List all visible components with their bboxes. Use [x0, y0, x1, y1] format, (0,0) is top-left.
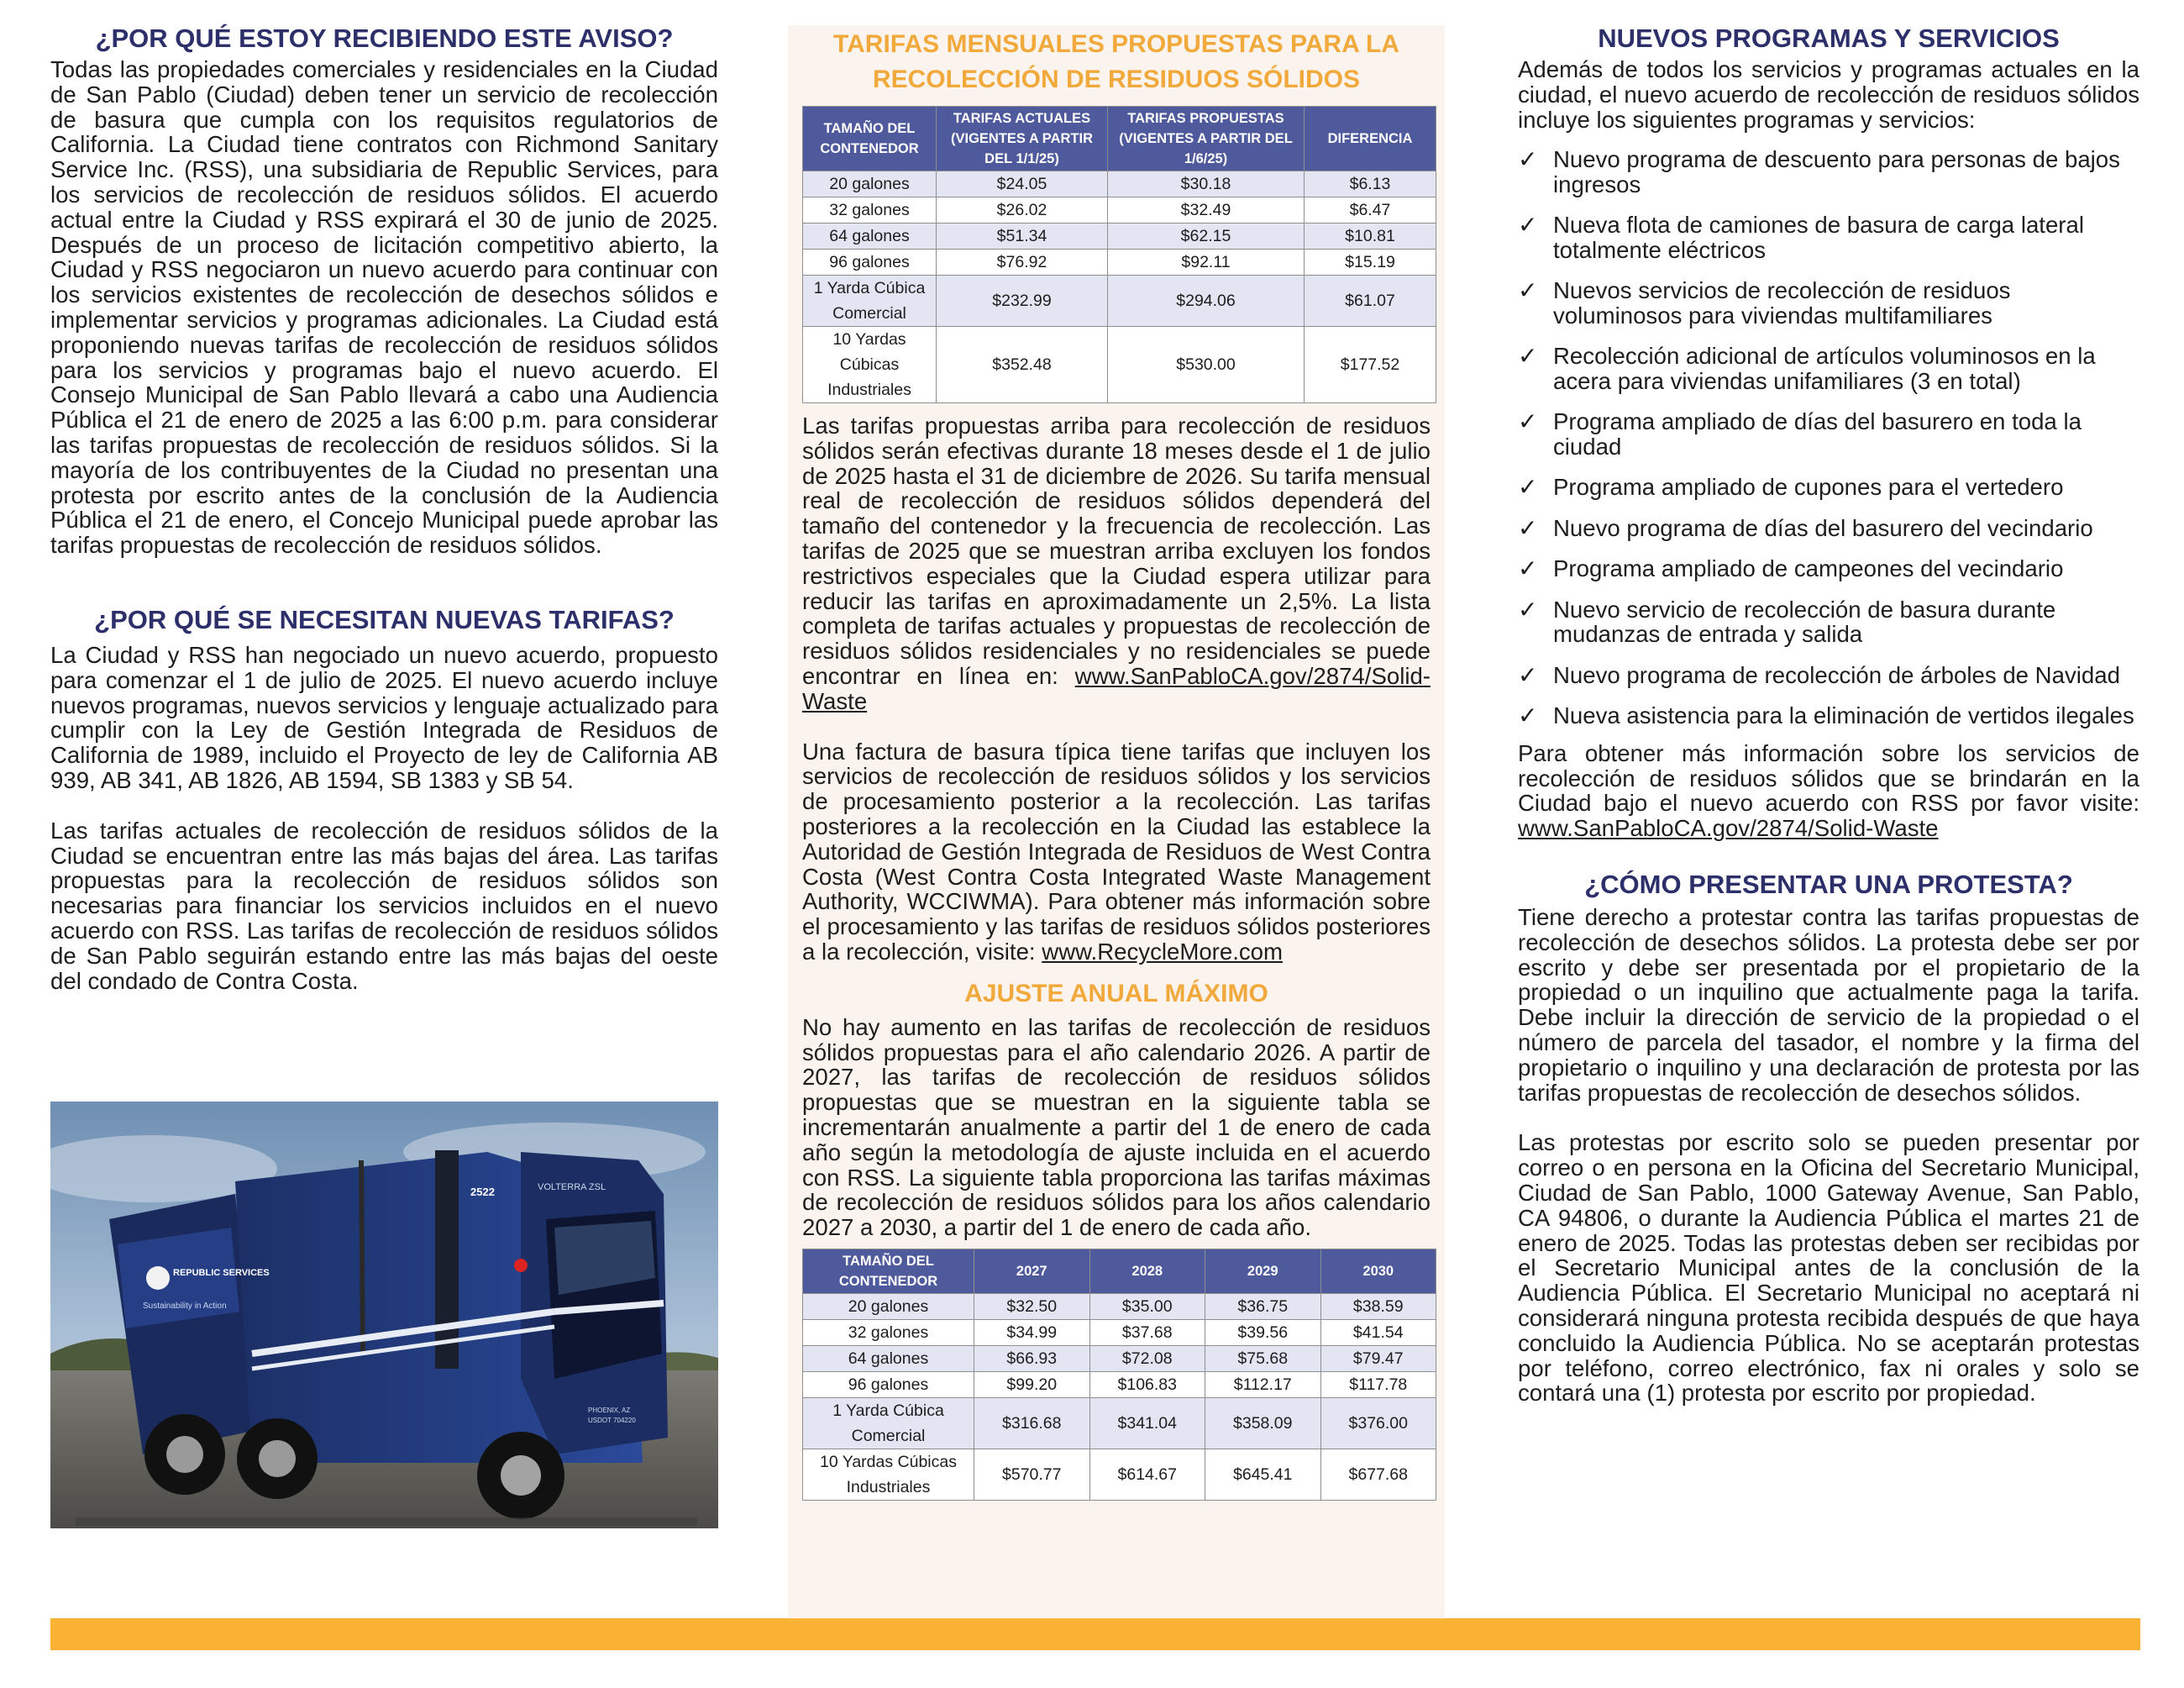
- list-item: [1518, 516, 2139, 541]
- program-text: Nuevos servicios de recolección de residuos voluminosos para viviendas multifamiliares: [1553, 277, 2011, 329]
- truck-slogan: Sustainability in Action: [143, 1301, 227, 1311]
- table1-header-difference: DIFERENCIA: [1305, 107, 1436, 171]
- heading-why-new-rates: ¿POR QUÉ SE NECESITAN NUEVAS TARIFAS?: [94, 604, 675, 634]
- paragraph-more-info: [1518, 741, 2139, 841]
- solid-waste-link[interactable]: www.SanPabloCA.gov/2874/Solid-Waste: [802, 662, 1431, 714]
- cell-size: 20 galones: [803, 171, 937, 197]
- cell-2029: $645.41: [1205, 1449, 1321, 1500]
- table2-header-2029: 2029: [1205, 1249, 1321, 1293]
- table1-header-current: TARIFAS ACTUALES (VIGENTES A PARTIR DEL 1/1/25): [937, 107, 1108, 171]
- recyclemore-link[interactable]: www.RecycleMore.com: [1042, 938, 1284, 965]
- cell-2030: $376.00: [1320, 1397, 1436, 1449]
- cell-current: $352.48: [937, 327, 1108, 403]
- table-row: [803, 1319, 1436, 1345]
- check-icon: ✓: [1518, 146, 1538, 173]
- cell-2030: $41.54: [1320, 1319, 1436, 1345]
- program-text: Recolección adicional de artículos voluminosos en la acera para viviendas unifamiliares (3 en total): [1553, 343, 2096, 394]
- table-row: [803, 197, 1436, 223]
- cell-size: 10 Yardas Cúbicas Industriales: [803, 327, 937, 403]
- cell-size: 64 galones: [803, 223, 937, 250]
- cell-size: 32 galones: [803, 1319, 974, 1345]
- more-info-text: Para obtener más información sobre los servicios de recolección de residuos sólidos que se brindarán en la Ciudad bajo el nuevo acuerdo con RSS por favor visite:: [1518, 739, 2139, 817]
- typical-bill-text: Una factura de basura típica tiene tarifas que incluyen los servicios de recolección de residuos sólidos y los servicios de procesamiento posterior a la recolección. Las tarifas posteriores a la recolección en la Ciudad las establece la Autoridad de Gestión Integrada de Residuos de West Contra Costa (West Contra Costa Integrated Waste Management Authority, WCCIWMA). Para obtener más información sobre el procesamiento y las tarifas de residuos sólidos posteriores a la recolección, visite:: [802, 738, 1431, 965]
- table-row: [803, 327, 1436, 403]
- check-icon: ✓: [1518, 555, 1538, 582]
- cell-2028: $37.68: [1089, 1319, 1205, 1345]
- cell-2028: $106.83: [1089, 1371, 1205, 1397]
- cell-difference: $61.07: [1305, 276, 1436, 327]
- list-item: [1518, 147, 2139, 197]
- cell-2027: $66.93: [974, 1345, 1090, 1371]
- check-icon: ✓: [1518, 474, 1538, 501]
- cell-2029: $75.68: [1205, 1345, 1321, 1371]
- cell-proposed: $30.18: [1108, 171, 1305, 197]
- program-text: Programa ampliado de campeones del vecindario: [1553, 555, 2064, 582]
- cell-size: 96 galones: [803, 1371, 974, 1397]
- paragraph-new-agreement: La Ciudad y RSS han negociado un nuevo acuerdo, propuesto para comenzar el 1 de julio de 2025. El nuevo acuerdo incluye nuevos programas, nuevos servicios y lenguaje actualizado para cumplir con la Ley de Gestión Integrada de Residuos de California de 1989, incluido el Proyecto de ley de California AB 939, AB 341, AB 1826, AB 1594, SB 1383 y SB 54.: [50, 641, 718, 793]
- heading-how-to-protest: ¿CÓMO PRESENTAR UNA PROTESTA?: [1584, 870, 2073, 900]
- cell-2030: $79.47: [1320, 1345, 1436, 1371]
- cell-2029: $358.09: [1205, 1397, 1321, 1449]
- heading-new-programs: NUEVOS PROGRAMAS Y SERVICIOS: [1598, 24, 2060, 53]
- table-row: [803, 1293, 1436, 1319]
- list-item: [1518, 475, 2139, 500]
- truck-model: VOLTERRA ZSL: [538, 1182, 606, 1192]
- cell-2029: $36.75: [1205, 1293, 1321, 1319]
- garbage-truck-photo: [50, 1102, 718, 1528]
- program-text: Nuevo programa de descuento para personas de bajos ingresos: [1553, 146, 2120, 197]
- heading-rates-line1: TARIFAS MENSUALES PROPUESTAS PARA LA: [833, 30, 1399, 58]
- check-icon: ✓: [1518, 596, 1538, 623]
- program-text: Nueva asistencia para la eliminación de vertidos ilegales: [1553, 702, 2134, 729]
- truck-brand: REPUBLIC SERVICES: [173, 1268, 270, 1278]
- cell-2027: $570.77: [974, 1449, 1090, 1500]
- check-icon: ✓: [1518, 702, 1538, 729]
- cell-difference: $177.52: [1305, 327, 1436, 403]
- program-text: Programa ampliado de días del basurero en toda la ciudad: [1553, 408, 2082, 460]
- cell-2028: $72.08: [1089, 1345, 1205, 1371]
- rates-effective-text: Las tarifas propuestas arriba para recolección de residuos sólidos serán efectivas durante 18 meses desde el 1 de julio de 2025 hasta el 31 de diciembre de 2026. Su tarifa mensual real de recolección de residuos sólidos dependerá del tamaño del contenedor y la frecuencia de recolección. Las tarifas de 2025 que se muestran arriba excluyen los fondos restrictivos especiales que la Ciudad espera utilizar para reducir las tarifas en aproximadamente un 2,5%. La lista completa de tarifas actuales y propuestas de recolección de residuos sólidos residenciales y no residenciales se puede encontrar en línea en:: [802, 413, 1431, 689]
- check-icon: ✓: [1518, 514, 1538, 541]
- cell-2030: $38.59: [1320, 1293, 1436, 1319]
- table-row: [803, 250, 1436, 276]
- cell-size: 1 Yarda Cúbica Comercial: [803, 276, 937, 327]
- table-row: [803, 276, 1436, 327]
- cell-difference: $10.81: [1305, 223, 1436, 250]
- table1-header-size: TAMAÑO DEL CONTENEDOR: [803, 107, 937, 171]
- cell-difference: $15.19: [1305, 250, 1436, 276]
- cell-2028: $35.00: [1089, 1293, 1205, 1319]
- check-icon: ✓: [1518, 277, 1538, 304]
- cell-proposed: $62.15: [1108, 223, 1305, 250]
- footer-bar: [50, 1618, 2140, 1650]
- cell-proposed: $530.00: [1108, 327, 1305, 403]
- paragraph-annual-adjustment: No hay aumento en las tarifas de recolección de residuos sólidos propuestas para el año calendario 2026. A partir de 2027, las tarifas de recolección de residuos sólidos propuestas que se muestran en la siguiente tabla se incrementarán anualmente a partir del 1 de enero de cada año según la metodología de ajuste incluida en el acuerdo con RSS. La siguiente tabla proporciona las tarifas máximas de recolección de residuos sólidos para los años calendario 2027 a 2030, a partir del 1 de enero de cada año.: [802, 1013, 1431, 1241]
- list-item: [1518, 597, 2139, 647]
- cell-2028: $341.04: [1089, 1397, 1205, 1449]
- cell-2027: $99.20: [974, 1371, 1090, 1397]
- truck-door-text: PHOENIX, AZ: [588, 1407, 631, 1414]
- list-item: [1518, 703, 2139, 728]
- check-icon: ✓: [1518, 212, 1538, 239]
- cell-current: $26.02: [937, 197, 1108, 223]
- table-row: [803, 1345, 1436, 1371]
- heading-why-notice: ¿POR QUÉ ESTOY RECIBIENDO ESTE AVISO?: [95, 24, 674, 53]
- programs-list: [1518, 147, 2139, 728]
- right-column: [1518, 0, 2139, 1406]
- table2-header-size: TAMAÑO DEL CONTENEDOR: [803, 1249, 974, 1293]
- paragraph-notice: Todas las propiedades comerciales y residenciales en la Ciudad de San Pablo (Ciudad) deben tener un servicio de recolección de basura que cumpla con los requisitos regulatorios de California. La Ciudad tiene contratos con Richmond Sanitary Service Inc. (RSS), una subsidiaria de Republic Services, para los servicios de recolección de residuos sólidos. El acuerdo actual entre la Ciudad y RSS expirará el 30 de junio de 2025. Después de un proceso de licitación competitivo abierto, la Ciudad y RSS negociaron un nuevo acuerdo para continuar con los servicios existentes de recolección de desechos sólidos e implementar servicios y programas adicionales. La Ciudad está proponiendo nuevas tarifas de recolección de residuos sólidos para los servicios y programas bajo el nuevo acuerdo. El Consejo Municipal de San Pablo llevará a cabo una Audiencia Pública el 21 de enero de 2025 a las 6:00 p.m. para considerar las tarifas propuestas de recolección de residuos sólidos. Si la mayoría de los contribuyentes de la Ciudad no presentan una protesta por escrito antes de la conclusión de la Audiencia Pública el 21 de enero, el Concejo Municipal puede aprobar las tarifas propuestas de recolección de residuos sólidos.: [50, 56, 718, 559]
- list-item: [1518, 213, 2139, 262]
- proposed-rates-table: [802, 106, 1436, 403]
- cell-2028: $614.67: [1089, 1449, 1205, 1500]
- table-row: [803, 1449, 1436, 1500]
- cell-difference: $6.13: [1305, 171, 1436, 197]
- check-icon: ✓: [1518, 661, 1538, 688]
- cell-size: 10 Yardas Cúbicas Industriales: [803, 1449, 974, 1500]
- cell-current: $51.34: [937, 223, 1108, 250]
- table2-header-2027: 2027: [974, 1249, 1090, 1293]
- cell-current: $232.99: [937, 276, 1108, 327]
- paragraph-current-rates: Las tarifas actuales de recolección de residuos sólidos de la Ciudad se encuentran entre las más bajas del área. Las tarifas propuestas para la recolección de residuos sólidos son necesarias para financiar los servicios incluidos en el nuevo acuerdo con RSS. Las tarifas de recolección de residuos sólidos de San Pablo seguirán estando entre las más bajas del oeste del condado de Contra Costa.: [50, 817, 718, 994]
- cell-2027: $316.68: [974, 1397, 1090, 1449]
- paragraph-new-programs-intro: Además de todos los servicios y programas actuales en la ciudad, el nuevo acuerdo de recolección de residuos sólidos incluye los siguientes programas y servicios:: [1518, 56, 2139, 133]
- check-icon: ✓: [1518, 408, 1538, 435]
- table-row: [803, 1397, 1436, 1449]
- table2-header-2030: 2030: [1320, 1249, 1436, 1293]
- program-text: Nueva flota de camiones de basura de carga lateral totalmente eléctricos: [1553, 212, 2084, 263]
- cell-difference: $6.47: [1305, 197, 1436, 223]
- cell-2030: $117.78: [1320, 1371, 1436, 1397]
- paragraph-rates-effective: [802, 413, 1431, 714]
- list-item: [1518, 278, 2139, 328]
- cell-2029: $39.56: [1205, 1319, 1321, 1345]
- list-item: [1518, 556, 2139, 581]
- list-item: [1518, 663, 2139, 688]
- more-info-link[interactable]: www.SanPabloCA.gov/2874/Solid-Waste: [1518, 815, 1939, 842]
- table-row: [803, 223, 1436, 250]
- cell-proposed: $92.11: [1108, 250, 1305, 276]
- list-item: [1518, 409, 2139, 459]
- cell-2029: $112.17: [1205, 1371, 1321, 1397]
- left-column: [50, 0, 718, 993]
- heading-annual-adjustment: AJUSTE ANUAL MÁXIMO: [964, 979, 1268, 1007]
- cell-size: 1 Yarda Cúbica Comercial: [803, 1397, 974, 1449]
- cell-size: 32 galones: [803, 197, 937, 223]
- truck-unit-number: 2522: [470, 1186, 495, 1198]
- cell-current: $24.05: [937, 171, 1108, 197]
- cell-2027: $32.50: [974, 1293, 1090, 1319]
- cell-size: 64 galones: [803, 1345, 974, 1371]
- table-row: [803, 1371, 1436, 1397]
- cell-2027: $34.99: [974, 1319, 1090, 1345]
- cell-current: $76.92: [937, 250, 1108, 276]
- cell-proposed: $294.06: [1108, 276, 1305, 327]
- table1-header-proposed: TARIFAS PROPUESTAS (VIGENTES A PARTIR DEL 1/6/25): [1108, 107, 1305, 171]
- cell-proposed: $32.49: [1108, 197, 1305, 223]
- paragraph-protest-submission: Las protestas por escrito solo se pueden presentar por correo o en persona en la Oficina del Secretario Municipal, Ciudad de San Pablo, 1000 Gateway Avenue, San Pablo, CA 94806, o durante la Audiencia Pública el martes 21 de enero de 2025. Todas las protestas deben ser recibidas por el Secretario Municipal antes de la conclusión de la Audiencia Pública. El Secretario Municipal no aceptará ni considerará ninguna protesta recibida después de que haya concluido la Audiencia Pública. No se aceptarán protestas por teléfono, correo electrónico, fax ni orales y solo se contará una (1) protesta por escrito por propiedad.: [1518, 1129, 2139, 1407]
- center-column: [788, 25, 1445, 1617]
- table-row: [803, 171, 1436, 197]
- check-icon: ✓: [1518, 343, 1538, 370]
- table2-header-2028: 2028: [1089, 1249, 1205, 1293]
- cell-size: 20 galones: [803, 1293, 974, 1319]
- max-rates-table: [802, 1249, 1436, 1501]
- program-text: Nuevo programa de días del basurero del vecindario: [1553, 514, 2093, 541]
- list-item: [1518, 344, 2139, 393]
- program-text: Nuevo servicio de recolección de basura durante mudanzas de entrada y salida: [1553, 596, 2056, 648]
- truck-door-text-2: USDOT 704220: [588, 1417, 636, 1424]
- cell-2030: $677.68: [1320, 1449, 1436, 1500]
- paragraph-protest-rights: Tiene derecho a protestar contra las tarifas propuestas de recolección de desechos sólidos. La protesta debe ser por escrito y debe ser presentada por el propietario de la propiedad o un inquilino que actualmente paga la tarifa. Debe incluir la dirección de servicio de la propiedad o el número de parcela del tasador, el nombre y la firma del propietario o inquilino y una declaración de protesta por las tarifas propuestas de recolección de desechos sólidos.: [1518, 904, 2139, 1106]
- program-text: Programa ampliado de cupones para el vertedero: [1553, 474, 2064, 501]
- program-text: Nuevo programa de recolección de árboles de Navidad: [1553, 661, 2120, 688]
- paragraph-typical-bill: [802, 739, 1431, 965]
- heading-rates-line2: RECOLECCIÓN DE RESIDUOS SÓLIDOS: [872, 66, 1361, 93]
- cell-size: 96 galones: [803, 250, 937, 276]
